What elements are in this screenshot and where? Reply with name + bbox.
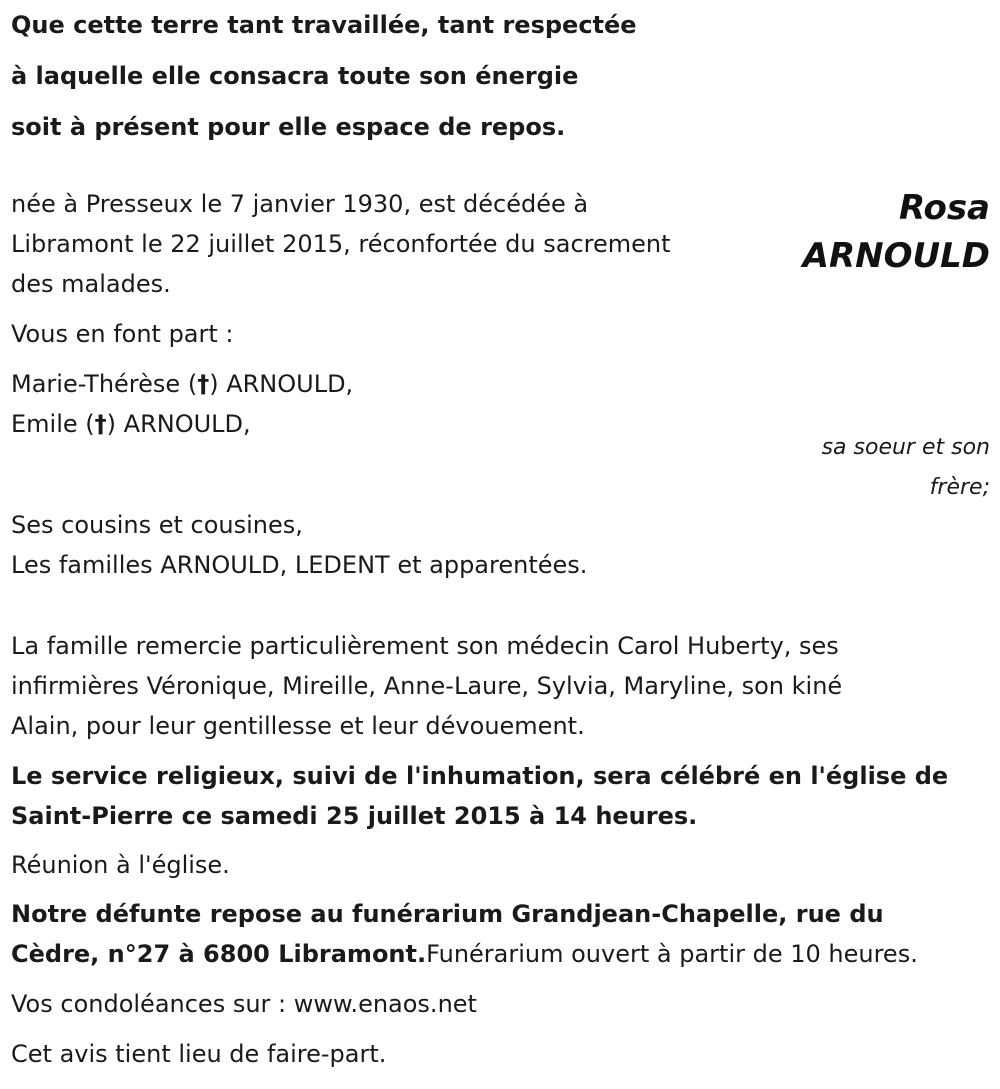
funerarium <box>11 894 986 974</box>
poem-line: à laquelle elle consacra toute son énergie <box>11 62 579 90</box>
bio-line: Libramont le 22 juillet 2015, réconfortée du sacrement <box>11 230 671 258</box>
sibling-entry: Marie-Thérèse (†) ARNOULD, <box>11 370 354 398</box>
biography <box>11 184 771 304</box>
service-line: Le service religieux, suivi de l'inhumation, sera célébré en l'église de <box>11 762 949 790</box>
poem-line: Que cette terre tant travaillée, tant respectée <box>11 11 637 39</box>
service-line: Saint-Pierre ce samedi 25 juillet 2015 à 14 heures. <box>11 802 698 830</box>
meeting: Réunion à l'église. <box>11 851 230 879</box>
notice: Cet avis tient lieu de faire-part. <box>11 1040 387 1068</box>
relatives-line: Les familles ARNOULD, LEDENT et apparentées. <box>11 551 588 579</box>
sibling-surname: ARNOULD, <box>123 410 251 438</box>
bio-line: des malades. <box>11 270 171 298</box>
relatives-line: Ses cousins et cousines, <box>11 511 303 539</box>
funerarium-hours: Funérarium ouvert à partir de 10 heures. <box>426 940 918 968</box>
siblings-relation <box>760 428 990 508</box>
service <box>11 756 986 836</box>
funerarium-line: Notre défunte repose au funérarium Grandjean-Chapelle, rue du <box>11 900 884 928</box>
deceased-first-name: Rosa <box>898 188 990 228</box>
thanks <box>11 626 986 746</box>
thanks-line: Alain, pour leur gentillesse et leur dévouement. <box>11 712 585 740</box>
bio-line: née à Presseux le 7 janvier 1930, est décédée à <box>11 190 589 218</box>
condolences: Vos condoléances sur : www.enaos.net <box>11 990 477 1018</box>
relatives <box>11 505 587 585</box>
siblings-list <box>11 364 353 444</box>
relation-line: sa soeur et son <box>821 435 990 460</box>
sibling-name: Marie-Thérèse <box>11 370 181 398</box>
deceased-last-name: ARNOULD <box>802 236 990 276</box>
poem <box>11 5 771 147</box>
thanks-line: infirmières Véronique, Mireille, Anne-Laure, Sylvia, Maryline, son kiné <box>11 672 843 700</box>
deceased-name <box>803 184 990 280</box>
announce-label: Vous en font part : <box>11 320 234 348</box>
relation-line: frère; <box>929 475 990 500</box>
poem-line: soit à présent pour elle espace de repos. <box>11 113 566 141</box>
sibling-surname: ARNOULD, <box>226 370 354 398</box>
funerarium-line <box>11 934 986 974</box>
cross-icon: † <box>94 410 107 438</box>
funerarium-address: Cèdre, n°27 à 6800 Libramont. <box>11 940 427 968</box>
cross-icon: † <box>197 370 210 398</box>
thanks-line: La famille remercie particulièrement son médecin Carol Huberty, ses <box>11 632 839 660</box>
sibling-name: Emile <box>11 410 78 438</box>
sibling-entry: Emile (†) ARNOULD, <box>11 410 251 438</box>
